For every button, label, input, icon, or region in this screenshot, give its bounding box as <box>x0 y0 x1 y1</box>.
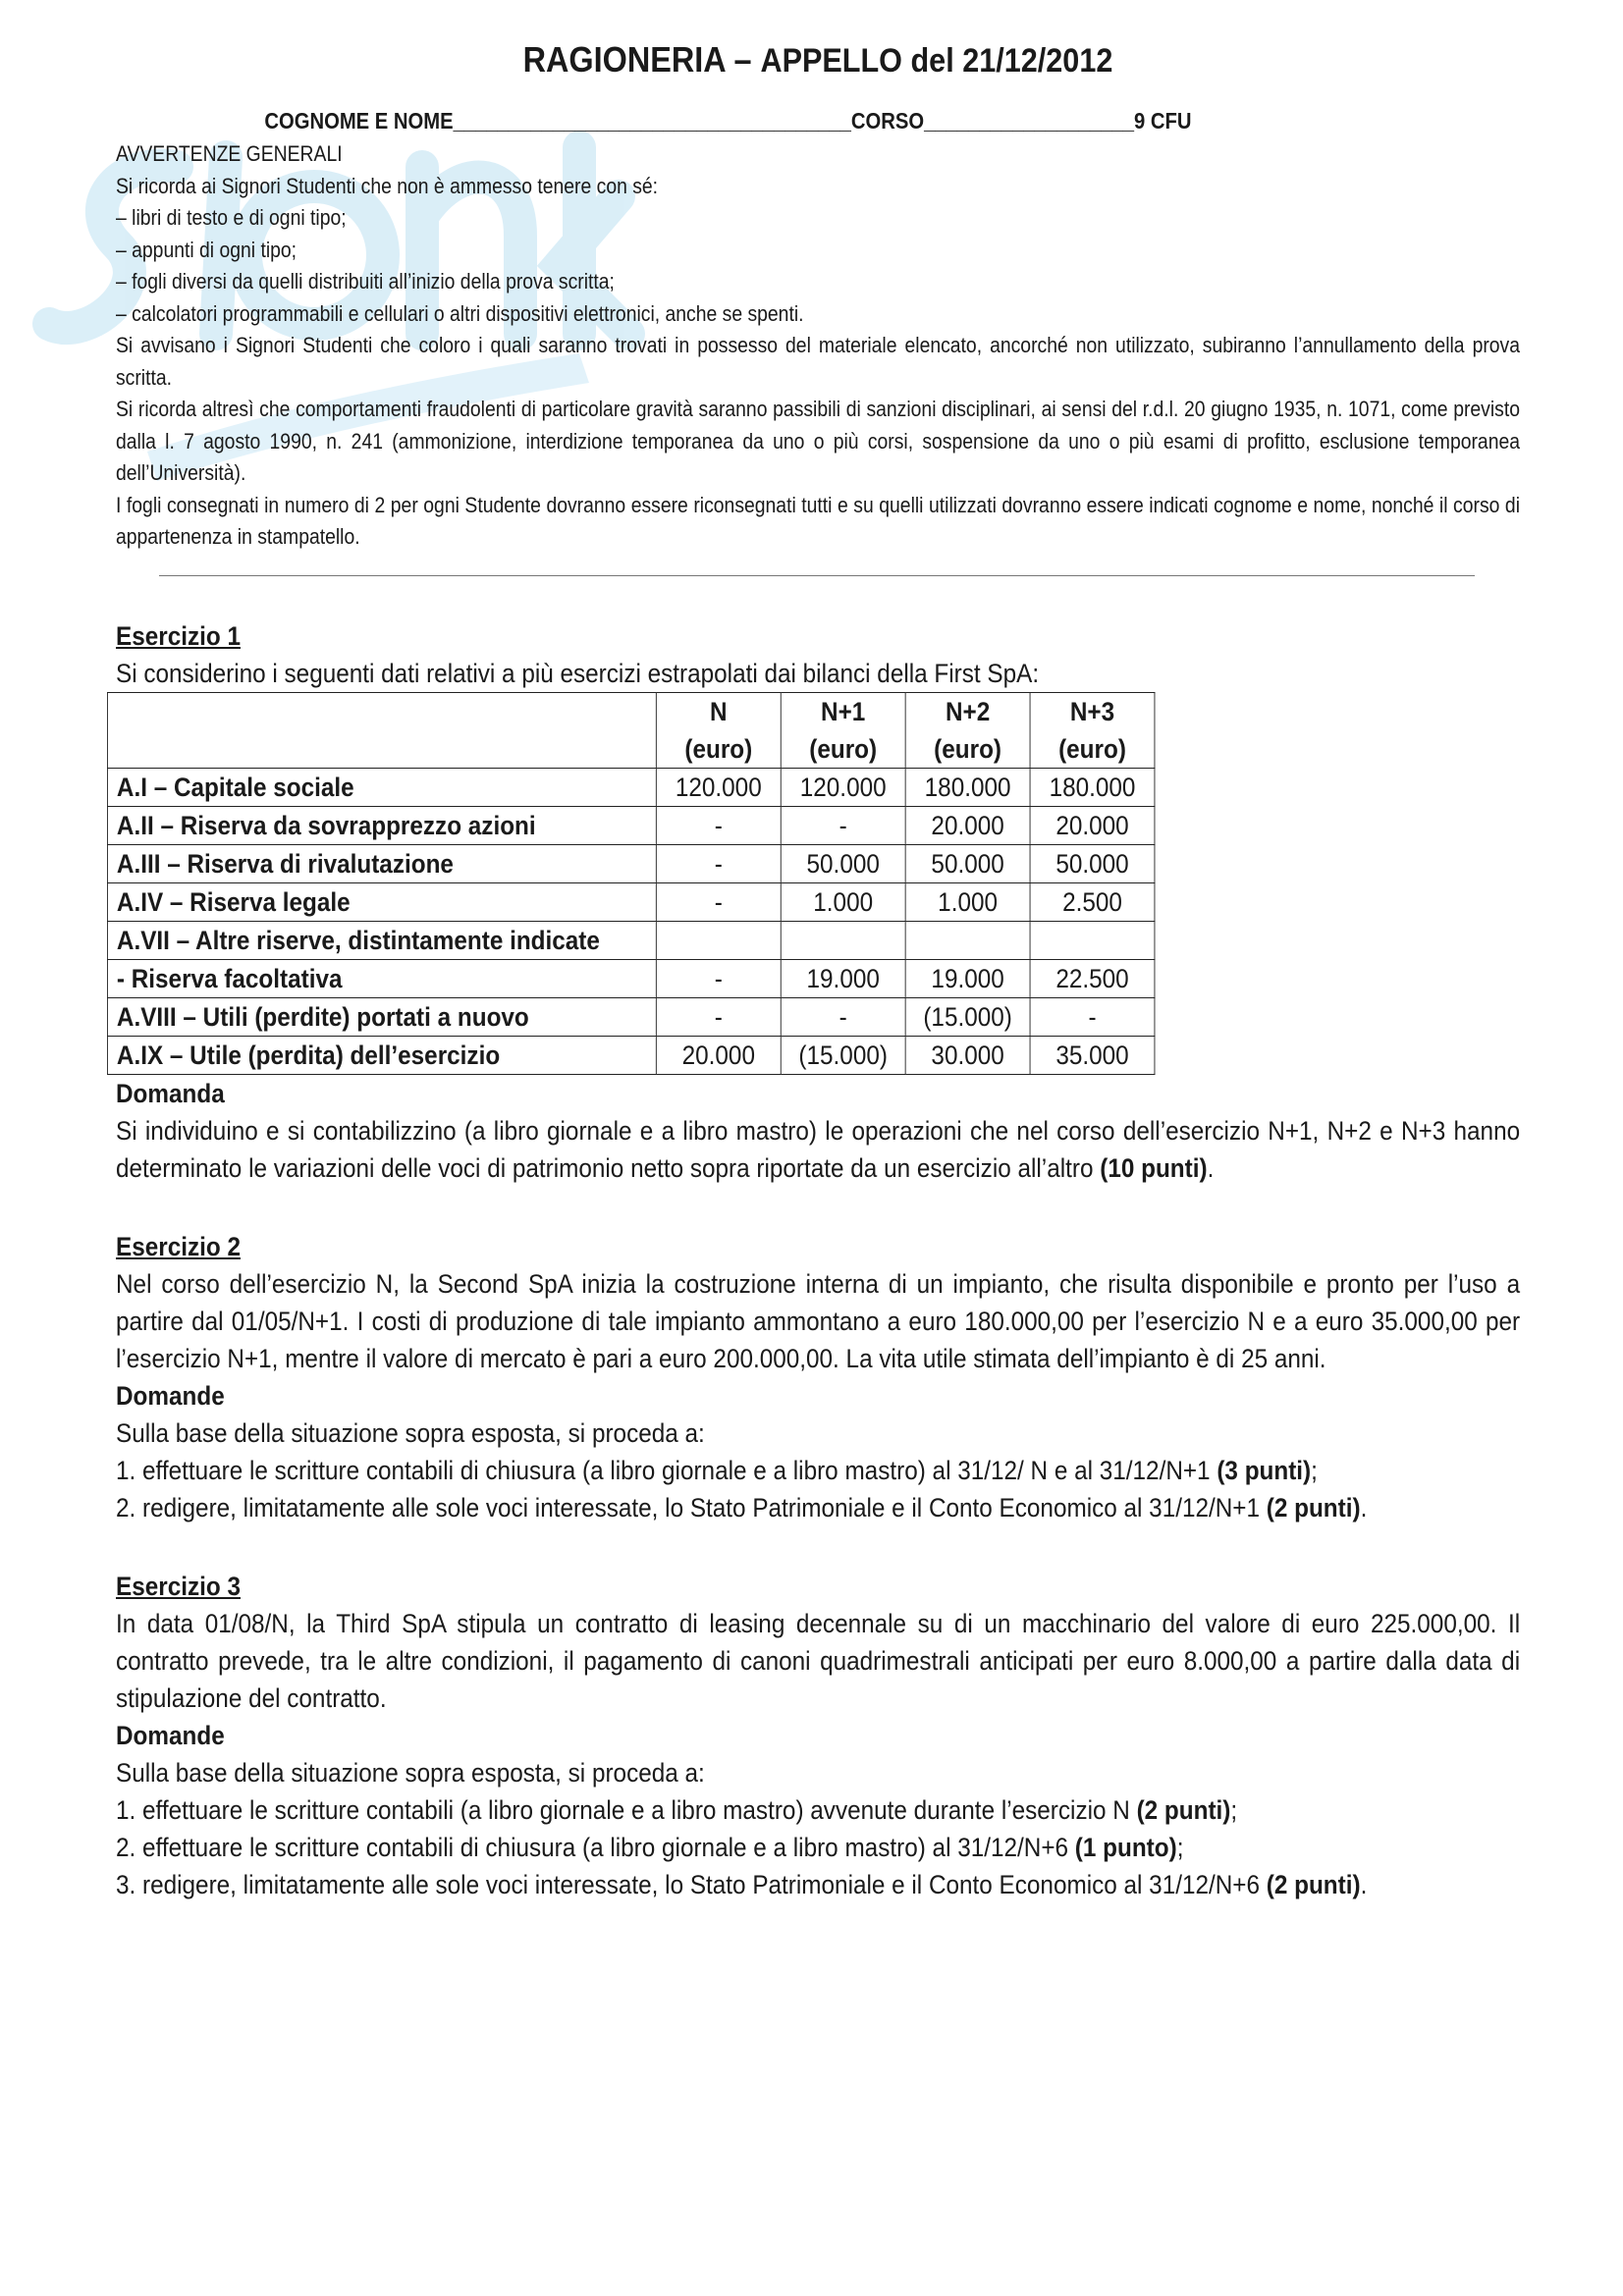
question-item: 2. effettuare le scritture contabili di chiusura (a libro giornale e a libro mastro) al 31/12/N+6 (1 punto); <box>116 1832 1184 1862</box>
exercise-2 <box>116 1228 1520 1526</box>
column-header: N (euro) <box>656 692 781 768</box>
table-row: A.II – Riserva da sovrapprezzo azioni - - 20.000 20.000 <box>107 806 1155 844</box>
exercise-heading: Esercizio 1 <box>116 620 241 651</box>
table-row: A.I – Capitale sociale 120.000 120.000 180.000 180.000 <box>107 768 1155 806</box>
student-name-line: COGNOME E NOME____________________________________CORSO___________________9 CFU <box>264 108 1192 133</box>
question-item: 1. effettuare le scritture contabili (a libro giornale e a libro mastro) avvenute durante l’esercizio N (2 punti); <box>116 1794 1238 1825</box>
page-title: RAGIONERIA – APPELLO del 21/12/2012 <box>522 39 1113 80</box>
exam-page <box>116 39 1520 1903</box>
warnings-title: AVVERTENZE GENERALI <box>116 141 343 166</box>
column-header: N+1 (euro) <box>781 692 905 768</box>
exercise-heading: Esercizio 2 <box>116 1231 241 1261</box>
warning-line: Si ricorda altresì che comportamenti fraudolenti di particolare gravità saranno passibili di sanzioni disciplinari, ai sensi del r.d.l. 20 giugno 1935, n. 1071, come previsto dalla l. 7 agosto 1990, n. 241 (ammonizione, interdizione temporanea da uno o più corsi, sospensione da uno o più esami di profitto, esclusione temporanea dell’Università). <box>116 397 1520 485</box>
question-heading: Domanda <box>116 1078 225 1108</box>
table-header-blank <box>107 692 656 768</box>
warning-line: – calcolatori programmabili e cellulari o altri dispositivi elettronici, anche se spenti. <box>116 300 804 326</box>
table-row: A.IV – Riserva legale - 1.000 1.000 2.500 <box>107 882 1155 921</box>
column-header: N+3 (euro) <box>1030 692 1155 768</box>
questions-lead: Sulla base della situazione sopra esposta, si proceda a: <box>116 1757 705 1788</box>
exercise-intro: Si considerino i seguenti dati relativi a più esercizi estrapolati dai bilanci della First SpA: <box>116 658 1040 688</box>
question-item: 3. redigere, limitatamente alle sole voci interessate, lo Stato Patrimoniale e il Conto Economico al 31/12/N+6 (2 punti). <box>116 1869 1368 1899</box>
table-row: A.VII – Altre riserve, distintamente indicate <box>107 921 1155 959</box>
warning-line: – appunti di ogni tipo; <box>116 237 298 262</box>
table-header-row <box>107 692 1155 768</box>
divider <box>159 575 1475 576</box>
warning-line: – fogli diversi da quelli distribuiti all’inizio della prova scritta; <box>116 269 615 294</box>
questions-heading: Domande <box>116 1380 225 1411</box>
question-item: 1. effettuare le scritture contabili di chiusura (a libro giornale e a libro mastro) al 31/12/ N e al 31/12/N+1 (3 punti); <box>116 1455 1318 1485</box>
column-header: N+2 (euro) <box>905 692 1030 768</box>
table-row: - Riserva facoltativa - 19.000 19.000 22.500 <box>107 959 1155 997</box>
warning-line: Si avvisano i Signori Studenti che coloro i quali saranno trovati in possesso del materiale elencato, ancorché non utilizzato, subiranno l’annullamento della prova scritta. <box>116 333 1520 390</box>
exercise-1 <box>116 617 1520 1187</box>
warning-line: I fogli consegnati in numero di 2 per ogni Studente dovranno essere riconsegnati tutti e su quelli utilizzati dovranno essere indicati cognome e nome, nonché il corso di appartenenza in stampatello. <box>116 492 1520 549</box>
questions-lead: Sulla base della situazione sopra esposta, si proceda a: <box>116 1417 705 1448</box>
question-text: Si individuino e si contabilizzino (a libro giornale e a libro mastro) le operazioni che nel corso dell’esercizio N+1, N+2 e N+3 hanno determinato le variazioni delle voci di patrimonio netto sopra riportate da un esercizio all’altro (10 punti). <box>116 1115 1521 1183</box>
exercise-heading: Esercizio 3 <box>116 1571 241 1601</box>
general-warnings <box>116 138 1520 554</box>
warning-line: Si ricorda ai Signori Studenti che non è ammesso tenere con sé: <box>116 173 659 198</box>
question-item: 2. redigere, limitatamente alle sole voci interessate, lo Stato Patrimoniale e il Conto Economico al 31/12/N+1 (2 punti). <box>116 1492 1368 1522</box>
table-row: A.III – Riserva di rivalutazione - 50.000 50.000 50.000 <box>107 844 1155 882</box>
warning-line: – libri di testo e di ogni tipo; <box>116 205 347 230</box>
exercise-text: Nel corso dell’esercizio N, la Second SpA inizia la costruzione interna di un impianto, che risulta disponibile e pronto per l’uso a partire dal 01/05/N+1. I costi di produzione di tale impianto ammontano a euro 180.000,00 per l’esercizio N e a euro 35.000,00 per l’esercizio N+1, mentre il valore di mercato è pari a euro 200.000,00. La vita utile stimata dell’impianto è di 25 anni. <box>116 1268 1521 1373</box>
equity-table <box>107 692 1155 1075</box>
table-row: A.IX – Utile (perdita) dell’esercizio 20.000 (15.000) 30.000 35.000 <box>107 1036 1155 1074</box>
table-row: A.VIII – Utili (perdite) portati a nuovo - - (15.000) - <box>107 997 1155 1036</box>
exercise-text: In data 01/08/N, la Third SpA stipula un contratto di leasing decennale su di un macchinario del valore di euro 225.000,00. Il contratto prevede, tra le altre condizioni, il pagamento di canoni quadrimestrali anticipati per euro 8.000,00 a partire dalla data di stipulazione del contratto. <box>116 1608 1521 1713</box>
exercise-3 <box>116 1568 1520 1903</box>
questions-heading: Domande <box>116 1720 225 1750</box>
